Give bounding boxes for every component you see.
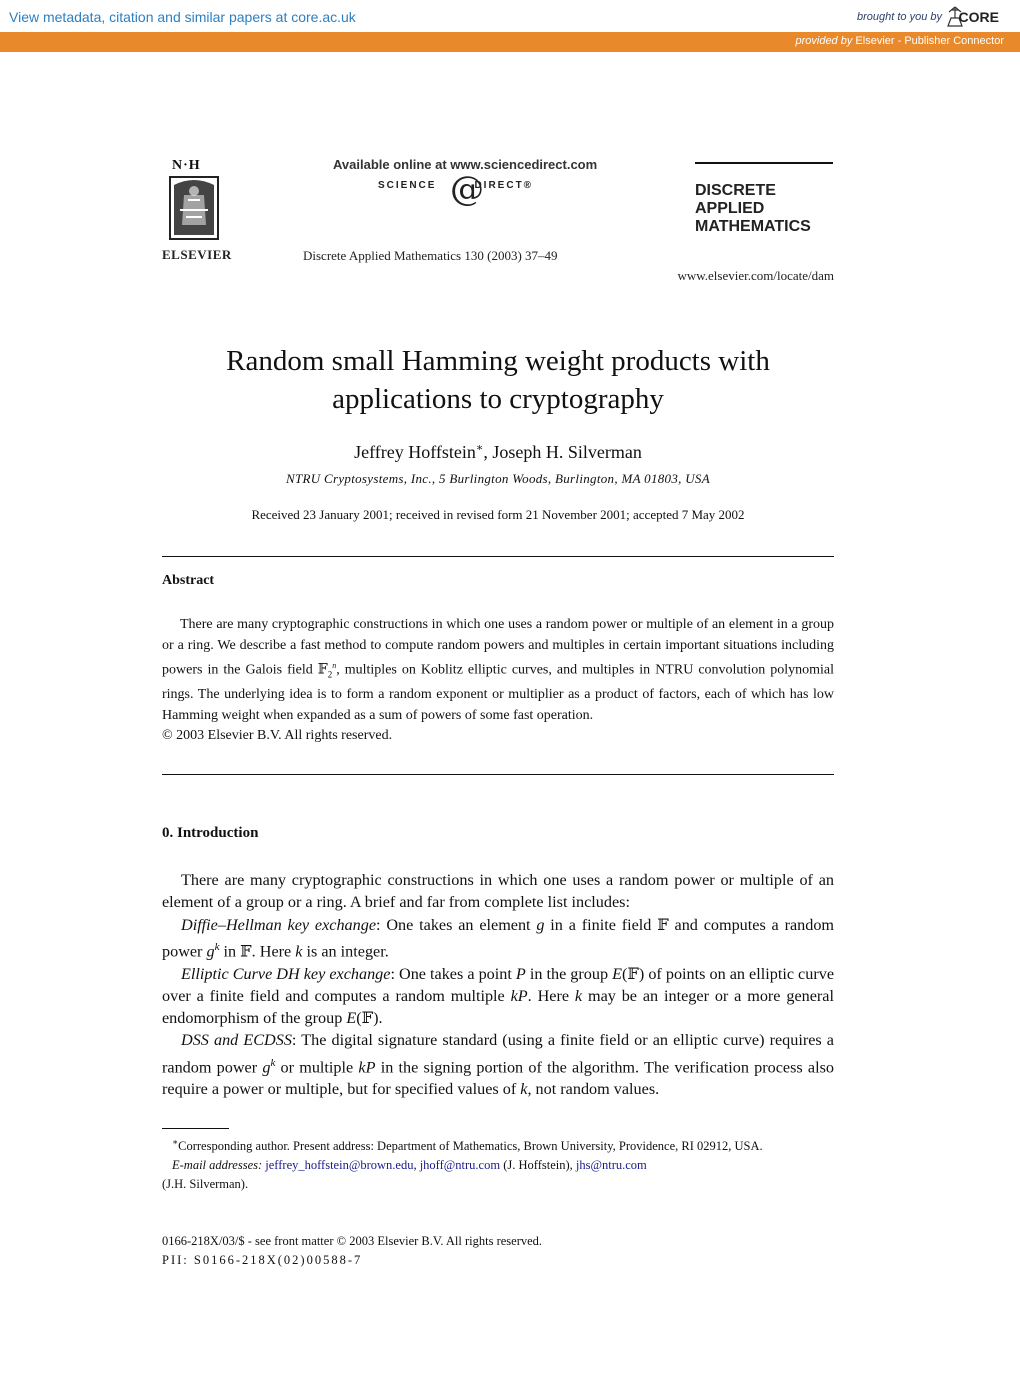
intro-paragraph: There are many cryptographic constructions in which one uses a random power or multiple of an element of a group or a ring. A brief and far from complete list includes: <box>162 871 834 912</box>
front-matter <box>162 1232 542 1270</box>
intro-diffie-hellman: Diffie–Hellman key exchange: One takes an element g in a finite field 𝔽 and computes a random power $g^k$ in 𝔽. Here k is an integer. <box>162 915 835 961</box>
email-link-silverman[interactable]: jhs@ntru.com <box>575 1158 647 1173</box>
journal-name-line1: DISCRETE <box>695 182 776 199</box>
abstract-body: There are many cryptographic constructions in which one uses a random power or multiple of an element in a group or a ring. We describe a fast method to compute random powers and multiples in certain important situations including powers in the Galois field 𝔽$_2^n$, multiples on Koblitz elliptic curves, and multiples in NTRU convolution polynomial rings. The underlying idea is to form a random exponent or multiplier as a product of factors, each of which has low Hamming weight when expanded as a sum of powers of some fast operation. © 2003 Elsevier B.V. All rights reserved. <box>162 615 834 747</box>
abstract-heading: Abstract <box>162 573 215 588</box>
north-holland-label: N·H <box>172 158 201 173</box>
author-silverman: Joseph H. Silverman <box>492 442 642 462</box>
abstract-top-rule <box>162 556 834 557</box>
section-heading-introduction: 0. Introduction <box>162 825 259 841</box>
journal-url[interactable]: www.elsevier.com/locate/dam <box>677 268 834 283</box>
footnote-rule <box>162 1128 229 1129</box>
core-label[interactable]: CORE <box>958 9 999 25</box>
intro-ecdh: Elliptic Curve DH key exchange: One takes a point P in the group E(𝔽) of points on an elliptic curve over a finite field and computes a random multiple kP. Here k may be an integer or a more general endomorphism of the group E(𝔽). <box>162 964 835 1028</box>
paper-title: Random small Hamming weight products with applications to cryptography <box>226 345 770 415</box>
available-online-text: Available online at www.sciencedirect.com <box>333 157 598 172</box>
masthead-rule <box>695 162 833 164</box>
metadata-link[interactable]: View metadata, citation and similar papers at core.ac.uk <box>9 9 356 25</box>
elsevier-wordmark: ELSEVIER <box>162 247 232 262</box>
provider-bar <box>0 32 1020 52</box>
sciencedirect-logo: SCIENCE DIRECT® <box>378 180 534 191</box>
introduction-body <box>162 869 834 1101</box>
abstract-copyright: © 2003 Elsevier B.V. All rights reserved. <box>162 728 393 744</box>
provider-text: provided by Elsevier - Publisher Connector <box>795 35 1004 47</box>
intro-dss: DSS and ECDSS: The digital signature standard (using a finite field or an elliptic curve) requires a random power $g^k$ or multiple kP in the signing portion of the algorithm. The verification process also require a power or multiple, but for specified values of k, not random values. <box>162 1031 835 1099</box>
journal-masthead <box>695 162 833 236</box>
email-link-hoffstein-brown[interactable]: jeffrey_hoffstein@brown.edu <box>265 1158 414 1173</box>
email-link-hoffstein-ntru[interactable]: jhoff@ntru.com <box>419 1158 501 1173</box>
journal-citation: Discrete Applied Mathematics 130 (2003) 37–49 <box>303 248 558 263</box>
sciencedirect-at-icon: @ <box>450 169 484 209</box>
brought-to-you-text: brought to you by <box>856 11 942 23</box>
pii-line: PII: S0166-218X(02)00588-7 <box>162 1253 363 1267</box>
issn-line: 0166-218X/03/$ - see front matter © 2003 Elsevier B.V. All rights reserved. <box>162 1234 543 1248</box>
received-dates: Received 23 January 2001; received in revised form 21 November 2001; accepted 7 May 2002 <box>251 507 745 522</box>
core-banner <box>0 0 1020 32</box>
journal-name-line2: APPLIED <box>695 200 765 217</box>
footnote: ∗Corresponding author. Present address: Department of Mathematics, Brown University, Providence, RI 02912, USA. E-mail addresses: jeffrey_hoffstein@brown.edu, jhoff@ntru.com (J. Hoffstein), jhs@ntru.com (J.H. Silverman). <box>162 1137 763 1192</box>
affiliation: NTRU Cryptosystems, Inc., 5 Burlington Woods, Burlington, MA 01803, USA <box>286 471 710 486</box>
abstract-bottom-rule <box>162 774 834 775</box>
corresponding-author-mark[interactable]: ∗ <box>475 442 484 454</box>
journal-name-line3: MATHEMATICS <box>695 218 811 235</box>
author-list: Jeffrey Hoffstein∗, Joseph H. Silverman <box>354 442 642 462</box>
author-hoffstein: Jeffrey Hoffstein <box>354 442 476 462</box>
